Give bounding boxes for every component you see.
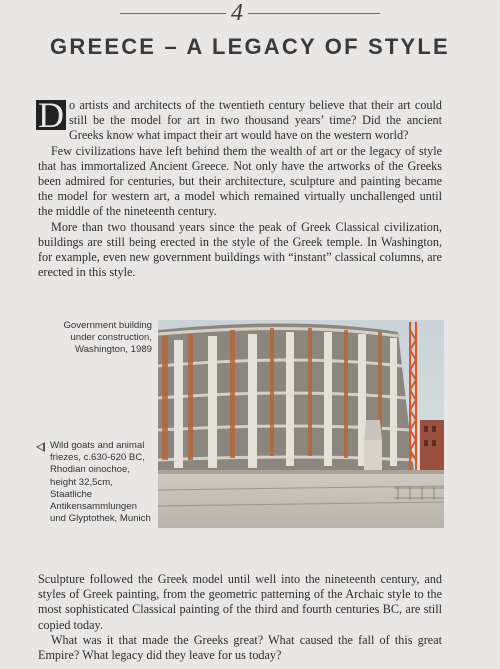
intro-text	[38, 95, 442, 280]
intro-paragraph-3: More than two thousand years since the peak of Greek Classical civilization, buildings are still being erected in the style of the Greek temple. In Washington, for example, even new government buildings with “instant” classical columns, are erected in this style.	[38, 219, 442, 280]
vase-caption	[36, 440, 152, 525]
construction-photo	[158, 320, 444, 528]
drop-cap: D	[38, 95, 64, 135]
intro-paragraph-2: Few civilizations have left behind them the wealth of art or the legacy of style that has immortalized Ancient Greece. Not only have the artworks of the Greeks been admired for centuries, but their architecture, sculpture and painting became the model for western art, a model which remained virtually unchallenged until the middle of the nineteenth century.	[38, 143, 442, 219]
left-pointer-icon	[36, 442, 45, 452]
vase-caption-text: Wild goats and animal friezes, c.630-620 BC, Rhodian oinochoe, height 32,5cm, Staatliche Antikensammlungen und Glyptothek, Munich	[50, 440, 151, 525]
chapter-rule	[120, 13, 380, 14]
chapter-number: 4	[226, 0, 248, 26]
intro-paragraph-1	[38, 95, 442, 144]
intro-paragraph-1-text: o artists and architects of the twentieth century believe that their art could still be the model for art in two thousand years’ time? Did the ancient Greeks know what impact their art would have on the western world?	[69, 98, 442, 143]
outro-text	[38, 572, 442, 663]
outro-paragraph-2: What was it that made the Greeks great? What caused the fall of this great Empire? What legacy did they leave for us today?	[38, 632, 442, 663]
chapter-title: GREECE – A LEGACY OF STYLE	[50, 34, 450, 59]
photo-caption: Government building under construction, Washington, 1989	[63, 320, 152, 356]
outro-paragraph-1: Sculpture followed the Greek model until well into the nineteenth century, and styles of Greek painting, from the geometric patterning of the Archaic style to the most sophisticated Classical painting of the third and fourth centuries BC, are still copied today.	[38, 572, 442, 632]
